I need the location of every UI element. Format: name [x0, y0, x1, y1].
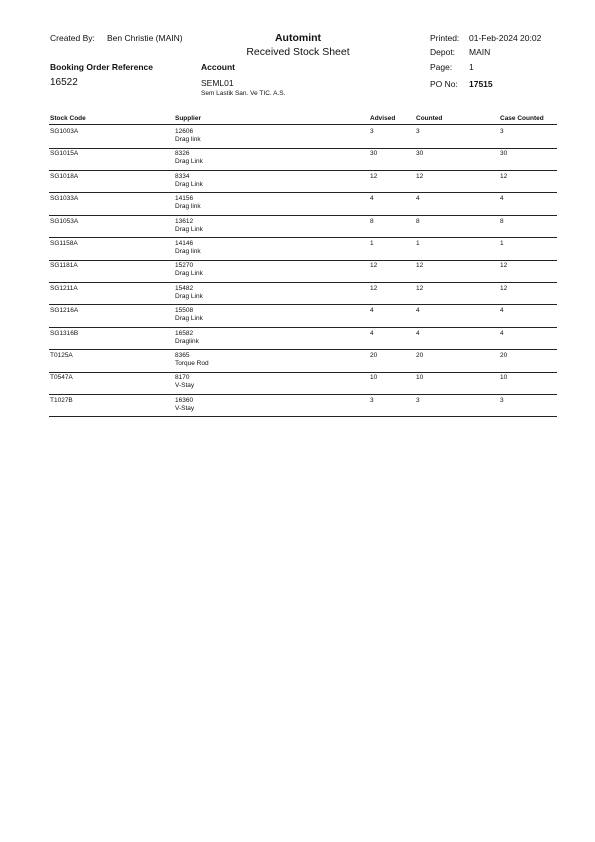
row-divider	[49, 215, 557, 216]
case-counted-cell: 1	[500, 240, 504, 247]
supplier-cell	[175, 150, 203, 166]
advised-cell: 1	[370, 240, 374, 247]
counted-cell: 12	[416, 262, 424, 270]
stock-code-cell: SG1216A	[50, 307, 79, 315]
case-counted-cell: 4	[500, 329, 504, 337]
advised-cell: 3	[370, 128, 374, 135]
row-divider	[49, 260, 557, 261]
part-description: Drag Link	[175, 315, 203, 323]
supplier-cell	[175, 397, 194, 413]
supplier-cell	[175, 173, 203, 189]
row-divider	[49, 416, 557, 417]
part-description: Drag link	[175, 136, 201, 143]
booking-ref-value: 16522	[50, 77, 78, 88]
part-description: Drag Link	[175, 270, 203, 278]
advised-cell: 4	[370, 195, 374, 203]
supplier-code: 14146	[175, 240, 194, 247]
depot-value: MAIN	[469, 47, 491, 57]
row-divider	[49, 170, 557, 171]
counted-cell: 20	[416, 352, 424, 359]
advised-cell: 4	[370, 329, 374, 337]
supplier-code: 13612	[175, 217, 194, 225]
supplier-cell	[175, 285, 203, 301]
supplier-code: 12606	[175, 128, 194, 135]
po-label: PO No:	[430, 79, 458, 89]
part-description: Drag link	[175, 248, 201, 255]
stock-code-cell: T0125A	[50, 352, 73, 359]
part-description: Drag link	[175, 203, 201, 211]
row-divider	[49, 148, 557, 149]
supplier-code: 16582	[175, 329, 194, 337]
supplier-cell	[175, 218, 203, 234]
supplier-code: 8365	[175, 352, 190, 359]
stock-code-cell: SG1015A	[50, 150, 79, 158]
row-divider	[49, 282, 557, 283]
advised-cell: 10	[370, 374, 378, 382]
account-label: Account	[201, 62, 235, 72]
supplier-code: 8334	[175, 172, 190, 180]
case-counted-cell: 4	[500, 307, 504, 315]
printed-value: 01-Feb-2024 20:02	[469, 33, 542, 43]
counted-cell: 12	[416, 172, 424, 180]
case-counted-cell: 12	[500, 284, 508, 292]
company-name: Automint	[274, 32, 322, 44]
stock-code-cell: SG1003A	[50, 128, 79, 135]
row-divider	[49, 394, 557, 395]
counted-cell: 4	[416, 307, 420, 315]
case-counted-cell: 20	[500, 352, 508, 359]
advised-cell: 4	[370, 307, 374, 315]
account-code: SEML01	[201, 78, 234, 88]
printed-label: Printed:	[430, 33, 460, 43]
case-counted-cell: 8	[500, 217, 504, 225]
part-description: Drag Link	[175, 225, 203, 233]
table-header	[49, 115, 557, 124]
counted-cell: 4	[416, 195, 420, 203]
supplier-code: 8326	[175, 150, 190, 158]
page-label: Page:	[430, 62, 453, 72]
created-by-label: Created By:	[50, 33, 95, 43]
part-description: Drag Link	[175, 180, 203, 188]
counted-cell: 3	[416, 396, 420, 404]
row-divider	[49, 192, 557, 193]
counted-cell: 10	[416, 374, 424, 382]
row-divider	[49, 237, 557, 238]
part-description: V-Stay	[175, 382, 195, 390]
row-divider	[49, 304, 557, 305]
booking-ref-label: Booking Order Reference	[50, 62, 153, 72]
case-counted-cell: 30	[500, 150, 508, 158]
case-counted-cell: 12	[500, 172, 508, 180]
column-header-stock-code: Stock Code	[50, 115, 86, 122]
supplier-cell	[175, 128, 201, 144]
part-description: Torque Rod	[175, 360, 209, 367]
column-header-case-counted: Case Counted	[500, 115, 544, 122]
advised-cell: 3	[370, 396, 374, 404]
supplier-cell	[175, 374, 194, 390]
supplier-code: 15270	[175, 262, 194, 270]
case-counted-cell: 4	[500, 195, 504, 203]
case-counted-cell: 3	[500, 396, 504, 404]
advised-cell: 12	[370, 262, 378, 270]
part-description: V-Stay	[175, 404, 195, 412]
supplier-code: 8170	[175, 374, 190, 382]
stock-code-cell: SG1211A	[50, 284, 78, 292]
stock-code-cell: T0547A	[50, 374, 73, 382]
counted-cell: 8	[416, 217, 420, 225]
case-counted-cell: 12	[500, 262, 508, 270]
supplier-cell	[175, 195, 201, 211]
depot-label: Depot:	[430, 47, 456, 57]
supplier-code: 16360	[175, 396, 194, 404]
supplier-cell	[175, 330, 199, 346]
account-name: Sem Lastik San. Ve TIC. A.S.	[201, 90, 286, 97]
case-counted-cell: 3	[500, 128, 504, 135]
counted-cell: 3	[416, 128, 420, 135]
column-header-advised: Advised	[370, 115, 396, 122]
page-number: 1	[469, 62, 474, 72]
supplier-cell	[175, 240, 201, 256]
column-header-counted: Counted	[416, 115, 443, 122]
supplier-cell	[175, 352, 209, 368]
row-divider	[49, 349, 557, 350]
supplier-code: 14156	[175, 195, 194, 203]
advised-cell: 20	[370, 352, 378, 359]
counted-cell: 4	[416, 329, 420, 337]
supplier-code: 15508	[175, 307, 194, 315]
supplier-cell	[175, 307, 203, 323]
supplier-cell	[175, 262, 203, 278]
column-header-supplier: Supplier	[175, 115, 202, 122]
counted-cell: 1	[416, 240, 420, 247]
stock-code-cell: SG1181A	[50, 262, 78, 270]
part-description: Draglink	[175, 337, 199, 345]
case-counted-cell: 10	[500, 374, 508, 382]
advised-cell: 8	[370, 217, 374, 225]
stock-code-cell: T1027B	[50, 396, 73, 404]
row-divider	[49, 372, 557, 373]
counted-cell: 12	[416, 284, 424, 292]
po-number: 17515	[469, 79, 493, 89]
stock-code-cell: SG1018A	[50, 172, 79, 180]
stock-code-cell: SG1033A	[50, 195, 79, 203]
stock-code-cell: SG1316B	[50, 329, 79, 337]
stock-code-cell: SG1053A	[50, 217, 79, 225]
table-header-divider	[49, 124, 557, 125]
created-by-value: Ben Christie (MAIN)	[107, 33, 183, 43]
stock-code-cell: SG1158A	[50, 240, 78, 247]
report-title: Received Stock Sheet	[246, 46, 350, 58]
advised-cell: 12	[370, 172, 378, 180]
row-divider	[49, 327, 557, 328]
advised-cell: 12	[370, 284, 378, 292]
supplier-code: 15482	[175, 284, 194, 292]
part-description: Drag Link	[175, 158, 203, 166]
part-description: Drag Link	[175, 292, 203, 300]
counted-cell: 30	[416, 150, 424, 158]
advised-cell: 30	[370, 150, 378, 158]
